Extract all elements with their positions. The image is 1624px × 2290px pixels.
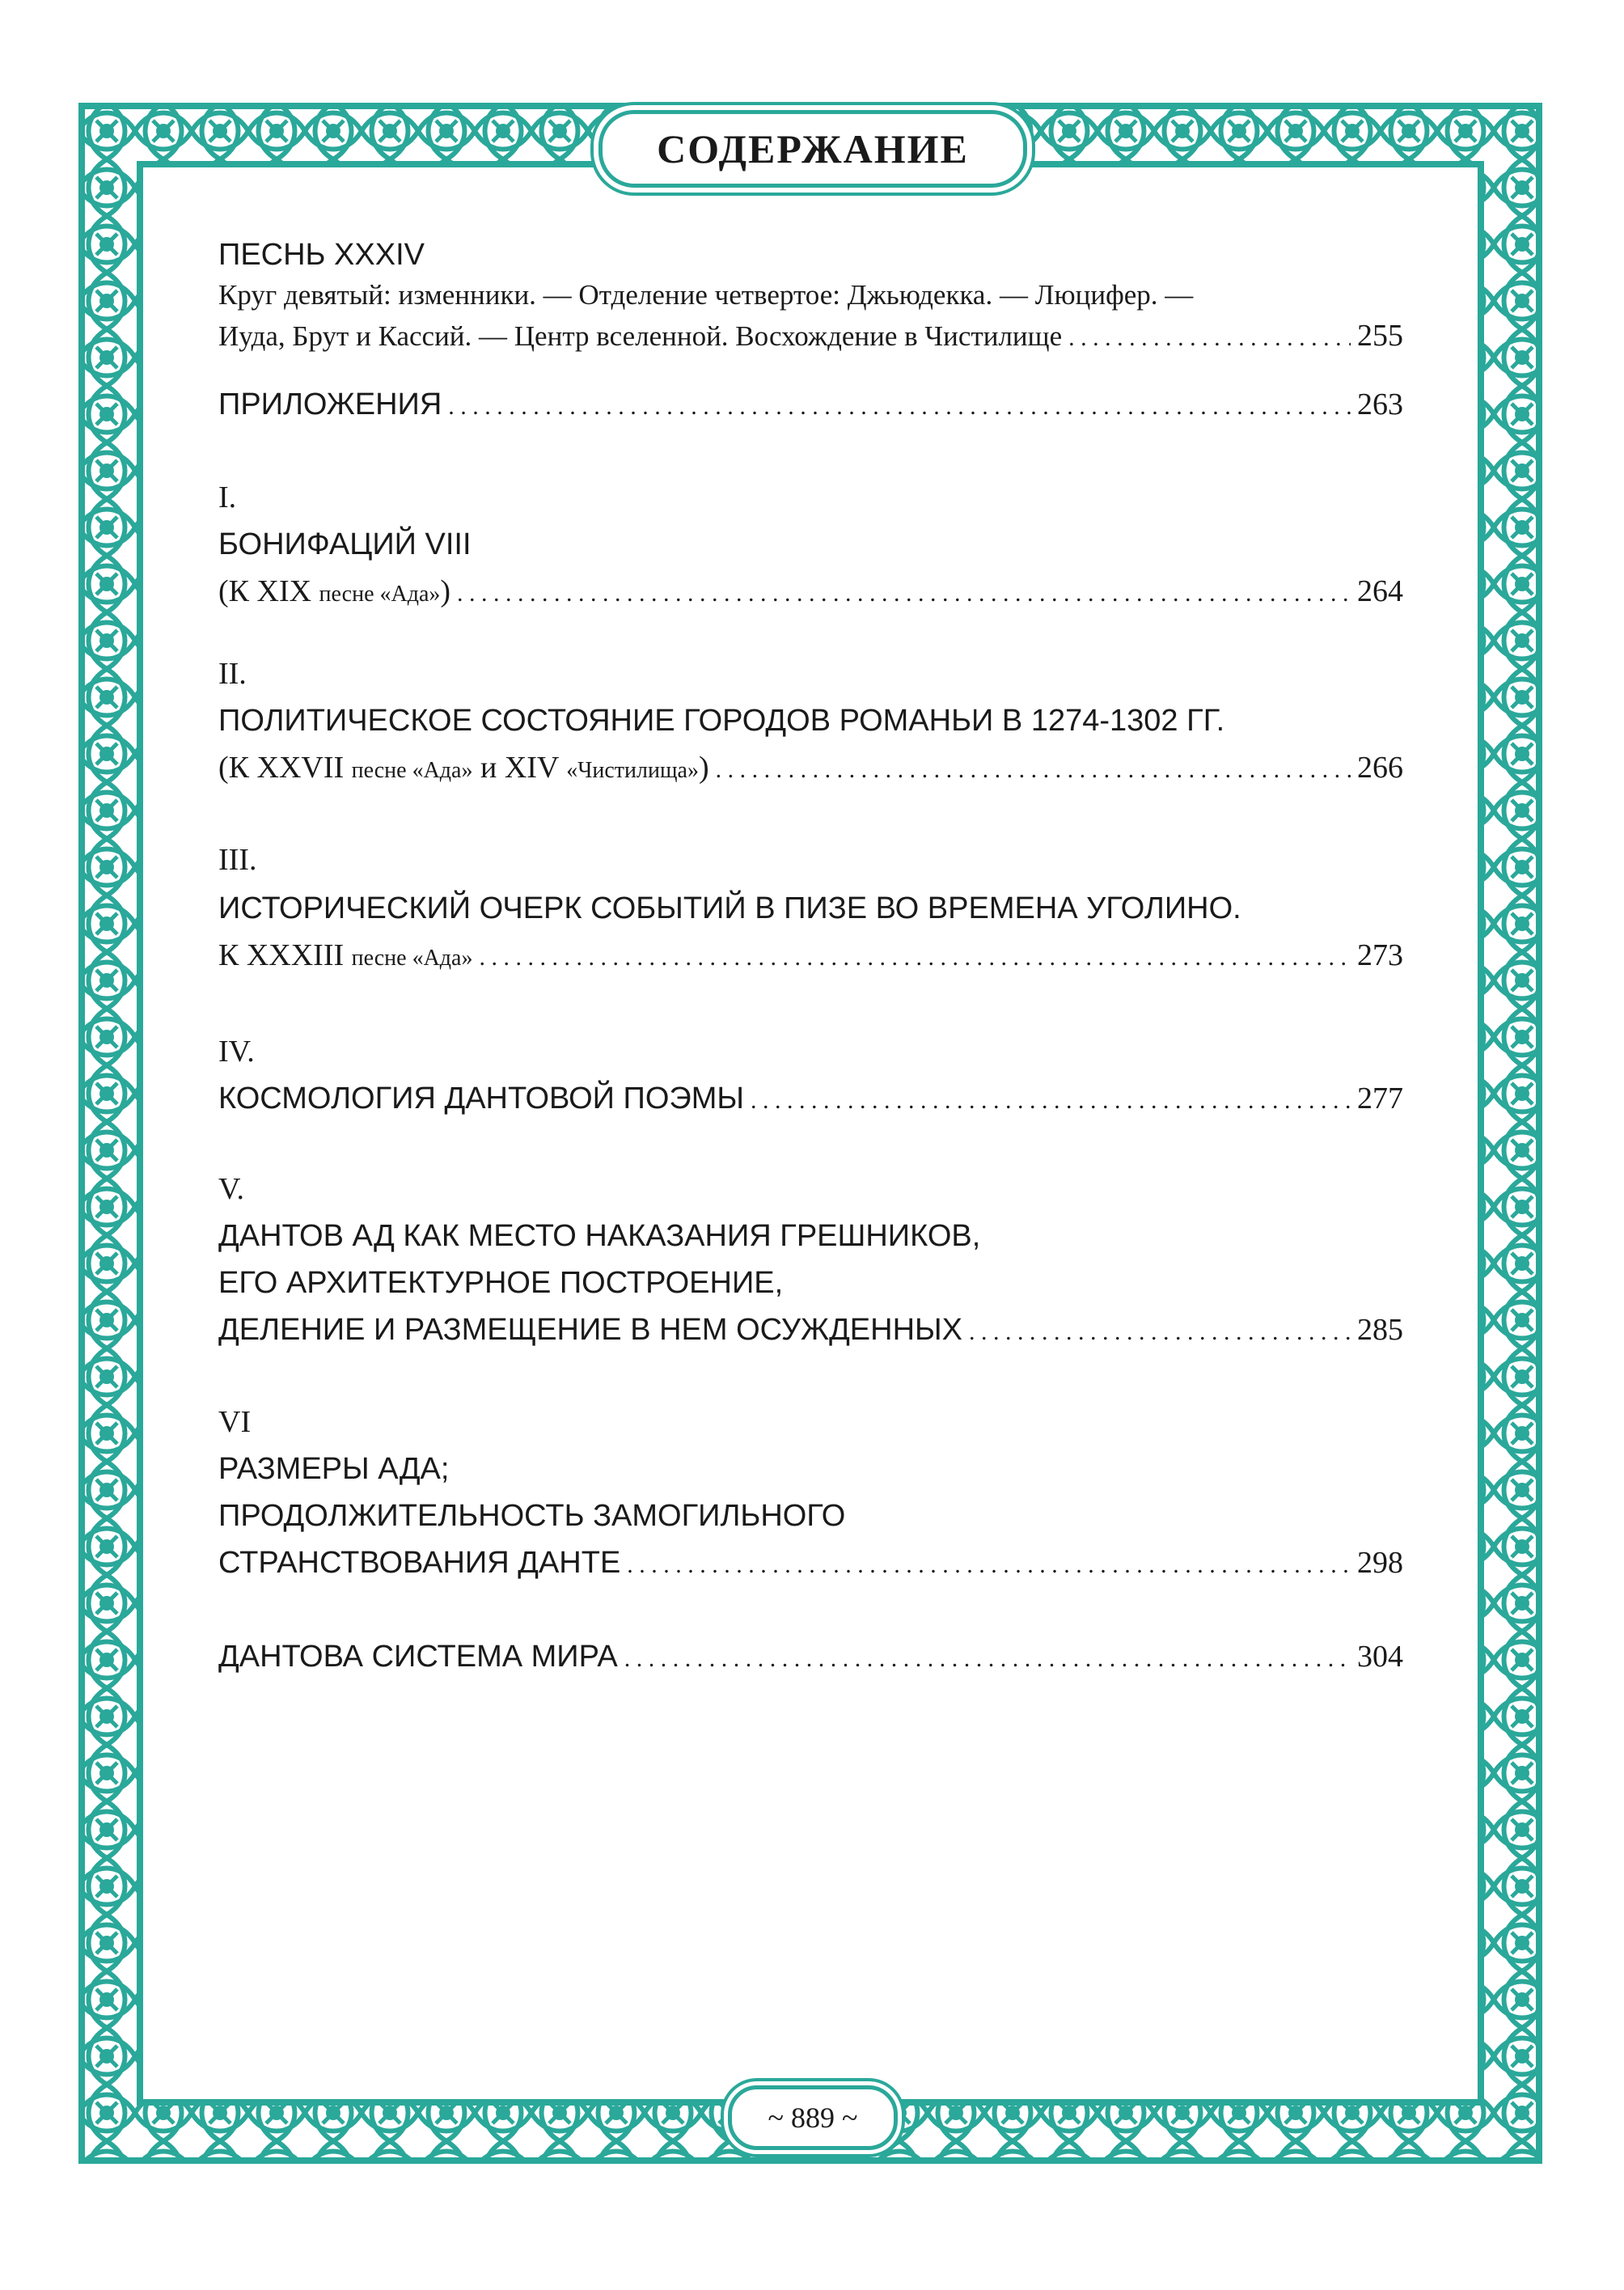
appendix-ref: (К XXVII песне «Ада» и XIV «Чистилища») [218,751,709,785]
dot-leader [716,750,1351,790]
appendix-title-line: ПРОДОЛЖИТЕЛЬНОСТЬ ЗАМОГИЛЬНОГО [218,1499,846,1533]
appendix-title-line: СТРАНСТВОВАНИЯ ДАНТЕ [218,1546,621,1580]
dot-leader [448,387,1351,427]
canto-description-line: Круг девятый: изменники. — Отделение четвертое: Джьюдекка. — Люцифер. — [218,279,1194,311]
appendix-ref: К XXXIII песне «Ада» [218,938,473,972]
toc-entry-canto34[interactable] [218,315,1403,358]
canto-description-line: Иуда, Брут и Кассий. — Центр вселенной. Восхождение в Чистилище [218,320,1063,352]
toc-entry-appendices[interactable] [218,384,1403,427]
appendix-number: VI [218,1405,252,1439]
page-ref: 266 [1357,751,1403,785]
appendix-title-line: ДАНТОВ АД КАК МЕСТО НАКАЗАНИЯ ГРЕШНИКОВ, [218,1219,981,1253]
toc-entry-appendix-5[interactable] [218,1310,1403,1352]
page-ref: 285 [1357,1313,1403,1347]
page-ref: 277 [1357,1082,1403,1115]
appendix-number: V. [218,1172,245,1206]
toc-entry-appendix-6[interactable] [218,1543,1403,1585]
dot-leader [969,1312,1351,1352]
toc-entry-appendix-2[interactable] [218,747,1403,791]
page-ref: 304 [1357,1640,1403,1674]
appendix-title: ПОЛИТИЧЕСКОЕ СОСТОЯНИЕ ГОРОДОВ РОМАНЬИ В 1274-1302 ГГ. [218,704,1225,738]
section-heading: ДАНТОВА СИСТЕМА МИРА [218,1640,618,1674]
page-ref: 264 [1357,574,1403,608]
toc-entry-appendix-4[interactable] [218,1078,1403,1121]
dot-leader [1068,318,1351,358]
title-plaque [598,110,1027,188]
appendix-number: I. [218,480,237,514]
page-number-plaque [728,2085,898,2150]
appendix-title: ИСТОРИЧЕСКИЙ ОЧЕРК СОБЫТИЙ В ПИЗЕ ВО ВРЕМЕНА УГОЛИНО. [218,891,1241,925]
appendix-number: III. [218,843,257,877]
appendix-title: БОНИФАЦИЙ VIII [218,527,472,561]
page-ref: 263 [1357,387,1403,421]
appendix-number: IV. [218,1035,255,1069]
page-ref: 298 [1357,1546,1403,1580]
page-title: СОДЕРЖАНИЕ [657,126,969,171]
appendix-title: КОСМОЛОГИЯ ДАНТОВОЙ ПОЭМЫ [218,1082,745,1115]
page-number: ~ 889 ~ [768,2102,858,2134]
toc-entry-system[interactable] [218,1636,1403,1679]
dot-leader [624,1639,1351,1679]
appendix-title-line: ДЕЛЕНИЕ И РАЗМЕЩЕНИЕ В НЕМ ОСУЖДЕННЫХ [218,1313,963,1347]
toc-entry-appendix-3[interactable] [218,935,1403,979]
dot-leader [479,938,1351,978]
dot-leader [627,1545,1351,1585]
appendix-title-line: РАЗМЕРЫ АДА; [218,1452,450,1486]
appendix-number: II. [218,657,247,691]
section-heading: ПРИЛОЖЕНИЯ [218,387,442,421]
toc-entry-appendix-1[interactable] [218,571,1403,615]
canto-heading: ПЕСНЬ XXXIV [218,238,425,272]
page-ref: 255 [1357,319,1403,353]
dot-leader [751,1081,1351,1121]
page-ref: 273 [1357,938,1403,972]
appendix-ref: (К XIX песне «Ада») [218,574,451,608]
dot-leader [457,574,1351,614]
appendix-title-line: ЕГО АРХИТЕКТУРНОЕ ПОСТРОЕНИЕ, [218,1266,784,1300]
